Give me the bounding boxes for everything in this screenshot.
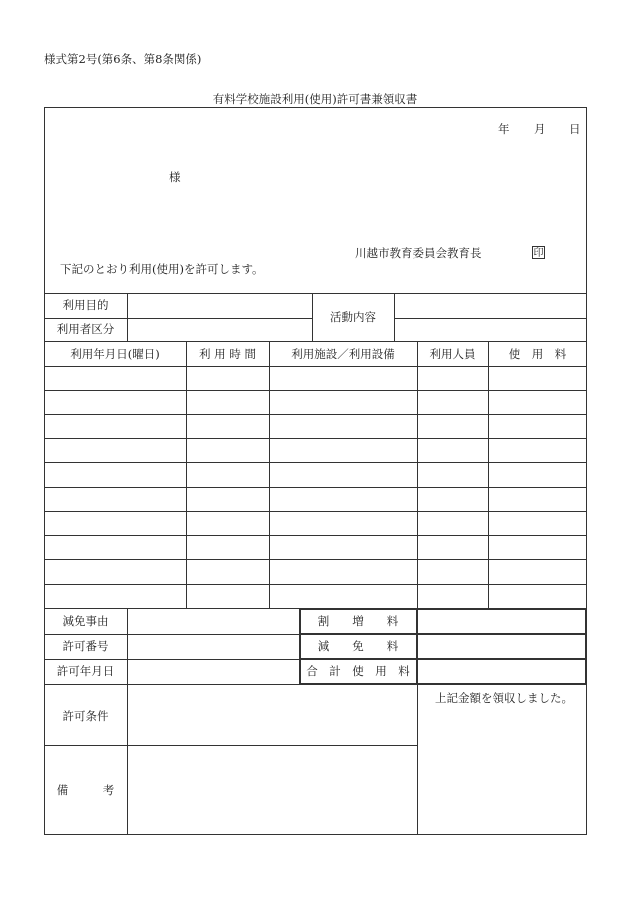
table-row bbox=[44, 462, 587, 463]
exemption-label: 減 免 料 bbox=[317, 639, 399, 653]
conditions-label: 許可条件 bbox=[62, 709, 109, 723]
column-header-fee: 使 用 料 bbox=[508, 347, 567, 361]
purpose-label: 利用目的 bbox=[62, 298, 109, 312]
divider bbox=[44, 341, 587, 342]
divider bbox=[269, 341, 270, 608]
user-category-label: 利用者区分 bbox=[56, 322, 115, 336]
total-fee-label: 合 計 使 用 料 bbox=[306, 664, 410, 678]
permission-statement: 下記のとおり利用(使用)を許可します。 bbox=[60, 262, 264, 276]
date-month-label: 月 bbox=[534, 122, 546, 136]
divider bbox=[127, 608, 128, 835]
divider bbox=[394, 318, 587, 319]
table-row bbox=[44, 487, 587, 488]
column-header-people: 利用人員 bbox=[429, 347, 476, 361]
table-row bbox=[44, 366, 587, 367]
column-header-time: 利 用 時 間 bbox=[199, 347, 256, 361]
document-title: 有料学校施設利用(使用)許可書兼領収書 bbox=[212, 92, 418, 106]
surcharge-label: 割 増 料 bbox=[317, 614, 399, 628]
divider bbox=[127, 293, 128, 341]
divider bbox=[394, 293, 395, 341]
divider bbox=[186, 341, 187, 608]
permit-number-label: 許可番号 bbox=[62, 639, 109, 653]
exemption-reason-label: 減免事由 bbox=[62, 614, 109, 628]
activity-label: 活動内容 bbox=[330, 310, 376, 324]
divider bbox=[488, 341, 489, 608]
divider bbox=[44, 293, 587, 294]
seal-mark: 印 bbox=[533, 248, 544, 259]
table-row bbox=[44, 511, 587, 512]
date-day-label: 日 bbox=[569, 122, 581, 136]
issuer-name: 川越市教育委員会教育長 bbox=[355, 246, 482, 260]
table-row bbox=[44, 559, 587, 560]
table-row bbox=[44, 584, 587, 585]
divider bbox=[417, 341, 418, 608]
divider bbox=[417, 684, 418, 835]
divider bbox=[416, 608, 418, 685]
date-year-label: 年 bbox=[498, 122, 510, 136]
remarks-label: 備 考 bbox=[56, 783, 115, 797]
divider bbox=[44, 634, 300, 635]
table-row bbox=[44, 438, 587, 439]
table-row bbox=[44, 535, 587, 536]
divider bbox=[44, 745, 418, 746]
divider bbox=[44, 318, 312, 319]
divider bbox=[299, 633, 587, 635]
divider bbox=[44, 659, 300, 660]
table-row bbox=[44, 414, 587, 415]
receipt-statement: 上記金額を領収しました。 bbox=[435, 691, 573, 705]
addressee-suffix: 様 bbox=[169, 170, 181, 184]
divider bbox=[299, 658, 587, 660]
table-row bbox=[44, 390, 587, 391]
permit-date-label: 許可年月日 bbox=[56, 664, 115, 678]
form-frame bbox=[44, 107, 587, 835]
column-header-facility: 利用施設／利用設備 bbox=[291, 347, 395, 361]
column-header-date: 利用年月日(曜日) bbox=[70, 347, 160, 361]
form-reference: 様式第2号(第6条、第8条関係) bbox=[44, 52, 202, 66]
